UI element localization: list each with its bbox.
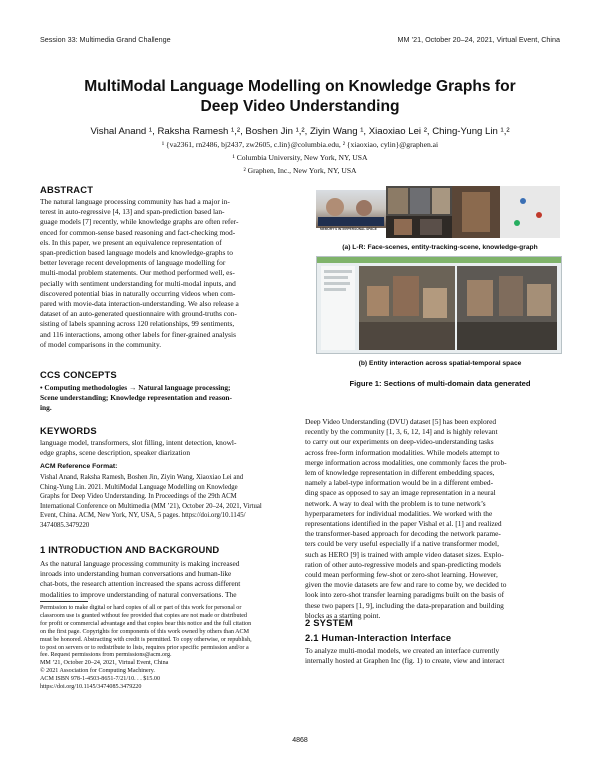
entity-interaction-image: [316, 256, 562, 354]
text-line: ACM ISBN 978-1-4503-8651-7/21/10. . . $15.00: [40, 676, 161, 683]
text-line: discovered potential bias in naturally occurring videos when com-: [40, 288, 236, 298]
text-line: on the first page. Copyrights for components of this work owned by others than ACM: [40, 628, 250, 635]
text-line: The natural language processing community has had a major in-: [40, 197, 230, 206]
abstract-heading: ABSTRACT: [40, 184, 94, 195]
text-line: recently by the community [1, 3, 6, 12, 14] and is highly relevant: [305, 427, 498, 437]
text-line: ration of other auto-regressive models and span-predicting models: [305, 559, 501, 569]
text-line: the transformer-based approach for decoding the network parame-: [305, 529, 501, 539]
text-line: sisting of labels spanning across 120 relationships, 99 sentiments,: [40, 319, 235, 329]
section-2-1-heading: 2.1 Human-Interaction Interface: [305, 632, 452, 643]
text-line: As the natural language processing community is making increased: [40, 559, 240, 568]
text-line: for profit or commercial advantage and that copies bear this notice and the full citation: [40, 620, 252, 627]
section-1-text: [40, 559, 295, 600]
title-line-1: MultiModal Language Modelling on Knowledge Graphs for: [84, 78, 516, 95]
text-line: ing.: [40, 403, 52, 413]
text-line: of model comparisons in the community.: [40, 339, 162, 349]
text-line: Ching-Yung Lin. 2021. MultiModal Language Modelling on Knowledge: [40, 483, 238, 491]
text-line: Graphs for Deep Video Understanding. In Proceedings of the 29th ACM: [40, 493, 237, 501]
text-line: look into zero-shot transfer learning paradigms built on the basis of: [305, 590, 505, 600]
text-line: namely a label-type information would be in a different embed-: [305, 478, 494, 488]
title-line-2: Deep Video Understanding: [200, 97, 400, 115]
text-line: to post on servers or to redistribute to lists, requires prior specific permission and/or a: [40, 644, 249, 651]
text-line: modalities to improve understanding of natural conversations. The: [40, 589, 237, 599]
right-column-text: [305, 417, 560, 621]
text-line: els. In this paper, we present an equivalence representation of: [40, 237, 222, 247]
text-line: pecially with sentiment understanding for multi-modal inputs, and: [40, 278, 236, 288]
text-line: and 116 interactions, among other labels for finer-grained analysis: [40, 329, 236, 339]
text-line: lem of knowledge representation in different embedding spaces,: [305, 468, 495, 478]
knowledge-graph-image: [452, 186, 500, 238]
figure-overlay-text: MEMORY'S INTERPERSONAL SPACE: [320, 227, 377, 231]
text-line: network. A way to deal with the problem is to tune network’s: [305, 498, 486, 508]
figure-1-caption: Figure 1: Sections of multi-domain data generated: [349, 379, 531, 388]
paper-title: [40, 77, 560, 116]
running-header-right: MM ’21, October 20–24, 2021, Virtual Event, China: [397, 35, 560, 44]
acm-reference-text: [40, 473, 295, 531]
author-list: Vishal Anand ¹, Raksha Ramesh ¹,², Boshen Jin ¹,², Ziyin Wang ¹, Xiaoxiao Lei ², Ching-Yung Lin ¹,²: [90, 126, 510, 137]
running-header-left: Session 33: Multimedia Grand Challenge: [40, 35, 171, 44]
acm-reference-heading: ACM Reference Format:: [40, 463, 118, 470]
text-line: these two papers [1, 9], including the data-preparation and building: [305, 600, 504, 610]
face-scenes-image: [316, 190, 386, 228]
ccs-text: [40, 383, 295, 414]
text-line: could mean performing few-shot or zero-shot learning. However,: [305, 570, 498, 580]
keywords-heading: KEYWORDS: [40, 425, 97, 436]
text-line: Permission to make digital or hard copies of all or part of this work for personal or: [40, 605, 242, 611]
knowledge-graph-panel: [500, 186, 560, 238]
page-number: 4868: [292, 737, 308, 744]
text-line: multi-modal problem statements. Our method performed well, es-: [40, 268, 235, 278]
text-line: across free-form information modalities. While models attempt to: [305, 447, 500, 457]
figure-1a-caption: (a) L-R: Face-scenes, entity-tracking-scene, knowledge-graph: [342, 244, 538, 251]
text-line: representations identified in the paper Vishal et al. [1] and realized: [305, 519, 502, 529]
text-line: Vishal Anand, Raksha Ramesh, Boshen Jin, Ziyin Wang, Xiaoxiao Lei and: [40, 474, 244, 481]
footnote-rule: [40, 601, 88, 602]
text-line: dataset of an auto-generated questionnaire with ground-truths con-: [40, 309, 237, 319]
abstract-text: [40, 197, 295, 350]
section-1-heading: 1 INTRODUCTION AND BACKGROUND: [40, 544, 220, 555]
text-line: span-prediction based language models and knowledge-graphs to: [40, 248, 233, 258]
text-line: enced for common-sense based reasoning and fact-checking mod-: [40, 227, 236, 237]
text-line: Scene understanding; Knowledge representation and reason-: [40, 393, 232, 403]
affiliation-graphen: ² Graphen, Inc., New York, NY, USA: [243, 166, 357, 175]
entity-tracking-frame-image: [386, 216, 452, 238]
text-line: given the movie datasets are few and rare to come by, we decided to: [305, 580, 507, 590]
text-line: fee. Request permissions from permissions@acm.org.: [40, 652, 172, 659]
text-line: Deep Video Understanding (DVU) dataset [5] has been explored: [305, 417, 497, 426]
text-line: merge information across modalities, one commonly faces the prob-: [305, 457, 507, 467]
text-line: To analyze multi-modal models, we created an interface currently: [305, 646, 500, 655]
text-line: pared with movie-data interaction-understanding. We also release a: [40, 299, 239, 309]
text-line: © 2021 Association for Computing Machinery.: [40, 668, 155, 675]
affiliation-columbia: ¹ Columbia University, New York, NY, USA: [232, 153, 368, 162]
text-line: ters could be very useful especially if a native transformer model,: [305, 539, 499, 549]
figure-1b-caption: (b) Entity interaction across spatial-temporal space: [358, 360, 522, 367]
affiliation-emails: ¹ {va2361, rn2486, bj2437, zw2605, c.lin}@columbia.edu, ² {xiaoxiao, cylin}@graphen.ai: [161, 140, 439, 149]
keywords-text: [40, 438, 295, 458]
text-line: internally hosted at Graphen Inc (fig. 1) to create, view and interact: [305, 656, 505, 666]
text-line: inroads into understanding human conversations and human-like: [40, 569, 232, 579]
permission-notice: [40, 605, 295, 692]
section-2-1-text: [305, 646, 560, 666]
text-line: classroom use is granted without fee provided that copies are not made or distributed: [40, 612, 247, 619]
text-line: blocks as a starting point.: [305, 610, 381, 620]
text-line: chat-bots, the research attention increased the spans across different: [40, 579, 241, 589]
text-line: edge graphs, scene description, speaker diarization: [40, 448, 191, 458]
text-line: to carry out our experiments on deep-video-understanding tasks: [305, 437, 494, 447]
text-line: ding space as opposed to say an image representation in a neural: [305, 488, 496, 498]
text-line: 3474085.3479220: [40, 521, 90, 529]
text-line: MM ’21, October 20–24, 2021, Virtual Event, China: [40, 660, 169, 667]
text-line: • Computing methodologies → Natural language processing;: [40, 383, 231, 392]
text-line: terest in auto-regressive [4, 13] and span-prediction based lan-: [40, 207, 225, 217]
text-line: language model, transformers, slot filling, intent detection, knowl-: [40, 438, 237, 447]
text-line: better leverage recent developments of language modelling for: [40, 258, 226, 268]
text-line: must be honored. Abstracting with credit is permitted. To copy otherwise, or republish,: [40, 636, 252, 643]
text-line: https://doi.org/10.1145/3474085.3479220: [40, 684, 142, 691]
text-line: such as HERO [9] is trained with ample video dataset sizes. Explo-: [305, 549, 504, 559]
text-line: Event, China. ACM, New York, NY, USA, 5 pages. https://doi.org/10.1145/: [40, 512, 246, 520]
text-line: International Conference on Multimedia (MM ’21), October 20–24, 2021, Virtual: [40, 502, 262, 510]
text-line: hyperparameters for individual modalities. We worked with the: [305, 508, 493, 518]
entity-tracking-scene-image: [386, 186, 452, 216]
ccs-heading: CCS CONCEPTS: [40, 369, 117, 380]
section-2-heading: 2 SYSTEM: [305, 617, 353, 628]
text-line: guage models [7] recently, while knowledge graphs are often refer-: [40, 217, 239, 227]
